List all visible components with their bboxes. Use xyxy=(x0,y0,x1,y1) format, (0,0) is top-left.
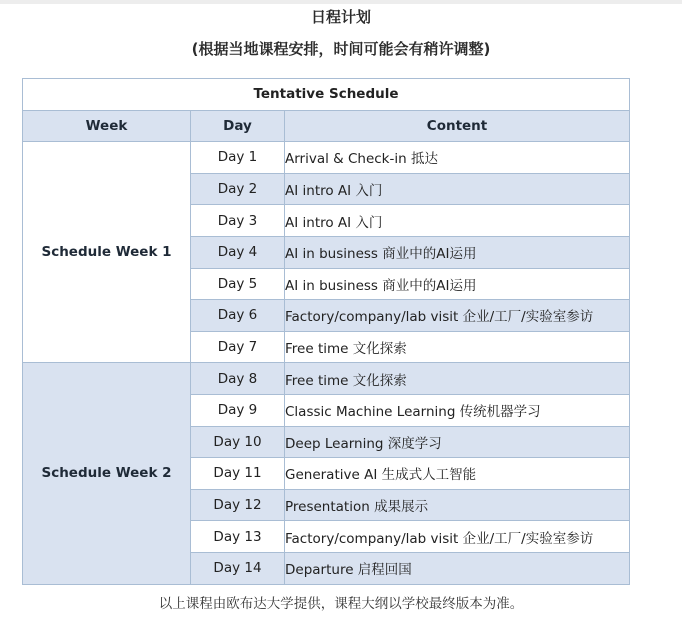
day-cell: Day 3 xyxy=(191,205,285,237)
content-cell: AI in business 商业中的AI运用 xyxy=(285,236,630,268)
day-cell: Day 5 xyxy=(191,268,285,300)
day-cell: Day 10 xyxy=(191,426,285,458)
content-cell: Classic Machine Learning 传统机器学习 xyxy=(285,394,630,426)
day-cell: Day 14 xyxy=(191,552,285,584)
day-cell: Day 4 xyxy=(191,236,285,268)
content-cell: AI intro AI 入门 xyxy=(285,173,630,205)
content-cell: AI intro AI 入门 xyxy=(285,205,630,237)
content-cell: Departure 启程回国 xyxy=(285,552,630,584)
day-cell: Day 1 xyxy=(191,142,285,174)
column-header-day: Day xyxy=(191,110,285,142)
content-cell: Free time 文化探索 xyxy=(285,363,630,395)
footer-note: 以上课程由欧布达大学提供，课程大纲以学校最终版本为准。 xyxy=(158,596,524,612)
content-cell: Generative AI 生成式人工智能 xyxy=(285,458,630,490)
column-header-week: Week xyxy=(23,110,191,142)
page-subtitle: (根据当地课程安排，时间可能会有稍许调整) xyxy=(191,40,491,58)
day-cell: Day 7 xyxy=(191,331,285,363)
content-cell: Factory/company/lab visit 企业/工厂/实验室参访 xyxy=(285,521,630,553)
top-bar xyxy=(0,0,682,4)
week-cell: Schedule Week 2 xyxy=(23,363,191,584)
content-cell: Free time 文化探索 xyxy=(285,331,630,363)
schedule-table xyxy=(22,78,630,585)
day-cell: Day 9 xyxy=(191,394,285,426)
content-cell: Factory/company/lab visit 企业/工厂/实验室参访 xyxy=(285,300,630,332)
content-cell: Presentation 成果展示 xyxy=(285,489,630,521)
content-cell: Arrival & Check-in 抵达 xyxy=(285,142,630,174)
day-cell: Day 12 xyxy=(191,489,285,521)
table-row xyxy=(23,363,630,395)
week-cell: Schedule Week 1 xyxy=(23,142,191,363)
day-cell: Day 13 xyxy=(191,521,285,553)
day-cell: Day 6 xyxy=(191,300,285,332)
day-cell: Day 11 xyxy=(191,458,285,490)
header-row xyxy=(23,110,630,142)
page-title: 日程计划 xyxy=(310,8,371,26)
day-cell: Day 2 xyxy=(191,173,285,205)
content-cell: AI in business 商业中的AI运用 xyxy=(285,268,630,300)
day-cell: Day 8 xyxy=(191,363,285,395)
table-row xyxy=(23,142,630,174)
content-cell: Deep Learning 深度学习 xyxy=(285,426,630,458)
column-header-content: Content xyxy=(285,110,630,142)
table-caption: Tentative Schedule xyxy=(23,79,630,111)
